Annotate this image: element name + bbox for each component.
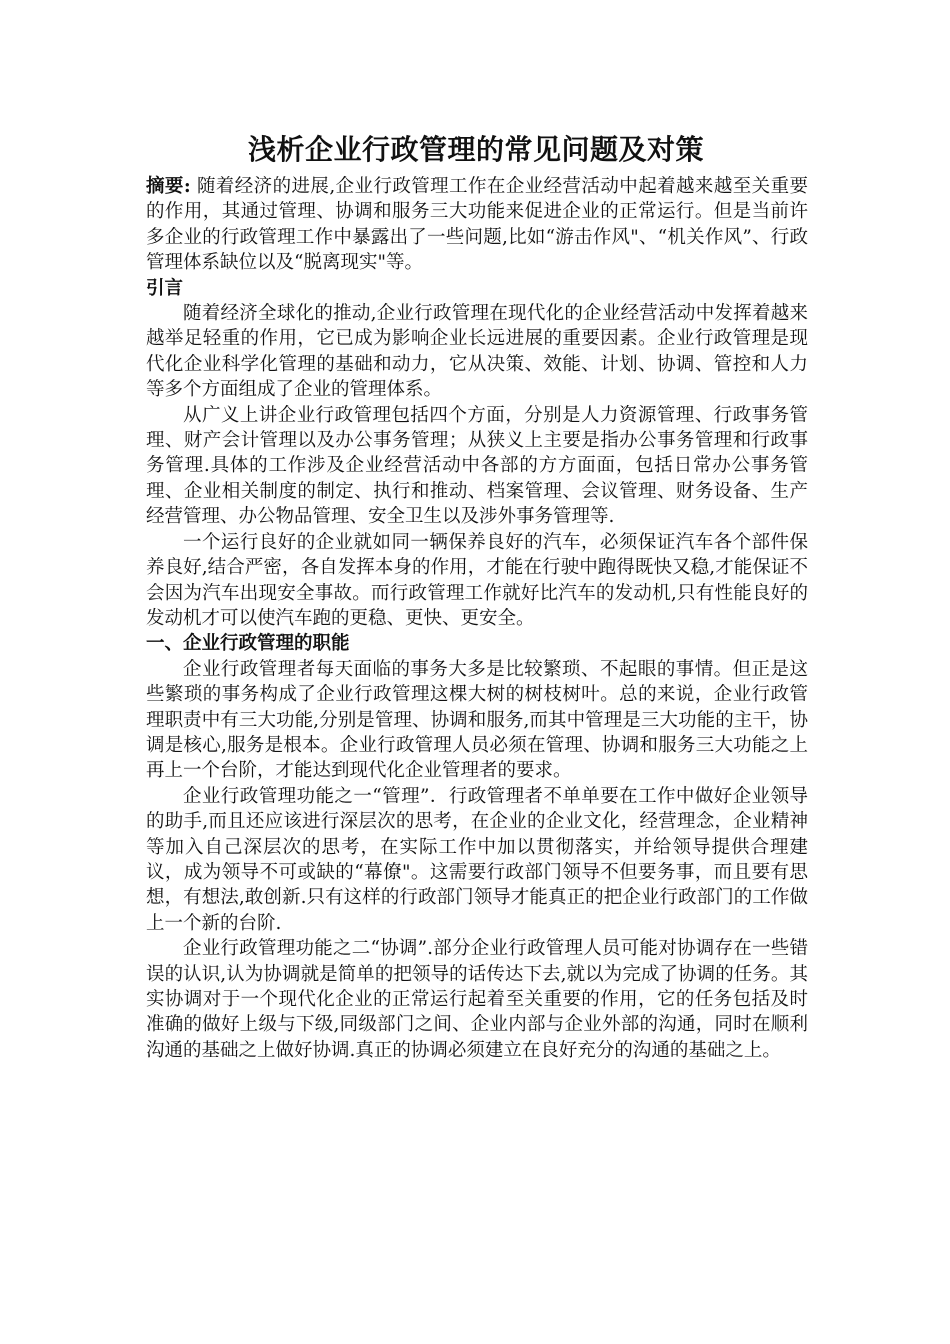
intro-paragraph-3: 一个运行良好的企业就如同一辆保养良好的汽车，必须保证汽车各个部件保养良好,结合严密，各自发挥本身的作用，才能在行驶中跑得既快又稳,才能保证不会因为汽车出现安全事故。而行政管理工作就好比汽车的发动机,只有性能良好的发动机才可以使汽车跑的更稳、更快、更安全。 [146, 531, 808, 629]
document-body [146, 174, 808, 1063]
intro-paragraph-1: 随着经济全球化的推动,企业行政管理在现代化的企业经营活动中发挥着越来越举足轻重的作用，它已成为影响企业长远进展的重要因素。企业行政管理是现代化企业科学化管理的基础和动力，它从决策、效能、计划、协调、管控和人力等多个方面组成了企业的管理体系。 [146, 303, 808, 401]
intro-paragraph-2: 从广义上讲企业行政管理包括四个方面，分别是人力资源管理、行政事务管理、财产会计管理以及办公事务管理；从狭义上主要是指办公事务管理和行政事务管理.具体的工作涉及企业经营活动中各部的方方面面，包括日常办公事务管理、企业相关制度的制定、执行和推动、档案管理、会议管理、财务设备、生产经营管理、办公物品管理、安全卫生以及涉外事务管理等. [146, 404, 808, 528]
document-title: 浅析企业行政管理的常见问题及对策 [247, 133, 704, 166]
section-1-paragraph-1: 企业行政管理者每天面临的事务大多是比较繁琐、不起眼的事情。但正是这些繁琐的事务构成了企业行政管理这棵大树的树枝树叶。总的来说，企业行政管理职责中有三大功能,分别是管理、协调和服务,而其中管理是三大功能的主干，协调是核心,服务是根本。企业行政管理人员必须在管理、协调和服务三大功能之上再上一个台阶，才能达到现代化企业管理者的要求。 [146, 658, 808, 782]
abstract-text: 随着经济的进展,企业行政管理工作在企业经营活动中起着越来越至关重要的作用，其通过管理、协调和服务三大功能来促进企业的正常运行。但是当前许多企业的行政管理工作中暴露出了一些问题,比如“游击作风"、“机关作风”、行政管理体系缺位以及“脱离现实"等。 [146, 176, 808, 274]
section-1-paragraph-3: 企业行政管理功能之二“协调”.部分企业行政管理人员可能对协调存在一些错误的认识,认为协调就是简单的把领导的话传达下去,就以为完成了协调的任务。其实协调对于一个现代化企业的正常运行起着至关重要的作用，它的任务包括及时准确的做好上级与下级,同级部门之间、企业内部与企业外部的沟通，同时在顺利沟通的基础之上做好协调.真正的协调必须建立在良好充分的沟通的基础之上。 [146, 938, 808, 1061]
abstract-paragraph [146, 174, 808, 276]
section-1-heading: 一、企业行政管理的职能 [146, 633, 350, 655]
abstract-label: 摘要: [146, 176, 191, 197]
section-1-paragraph-2: 企业行政管理功能之一“管理”．行政管理者不单单要在工作中做好企业领导的助手,而且还应该进行深层次的思考，在企业的企业文化，经营理念，企业精神等加入自己深层次的思考，在实际工作中加以贯彻落实，并给领导提供合理建议，成为领导不可或缺的“幕僚"。这需要行政部门领导不但要务事，而且要有思想，有想法,敢创新.只有这样的行政部门领导才能真正的把企业行政部门的工作做上一个新的台阶. [146, 785, 808, 934]
intro-heading: 引言 [146, 277, 184, 299]
